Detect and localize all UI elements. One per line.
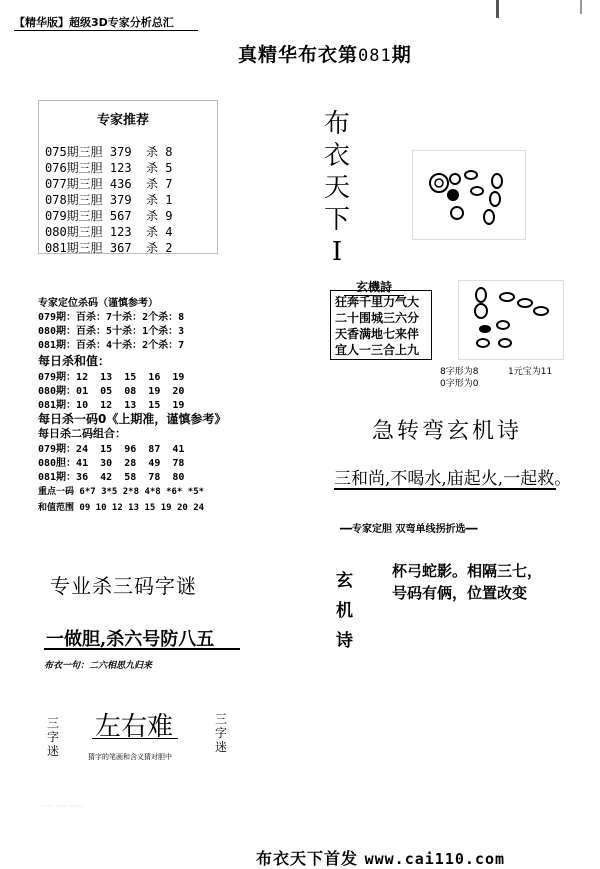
poem-note: 0字形为0 bbox=[440, 379, 479, 389]
expert-row: 078期三胆 379 杀 1 bbox=[45, 193, 173, 207]
sum-row: 081期：10 12 13 15 19 bbox=[38, 400, 185, 411]
page-title bbox=[238, 40, 412, 67]
coin-shapes-icon bbox=[413, 151, 525, 239]
mystic-label bbox=[336, 566, 356, 656]
one-code-heading: 每日杀一码0《上期准，谨慎参考》 bbox=[38, 412, 227, 426]
kill3-heading: 专业杀三码字谜 bbox=[50, 574, 197, 598]
poem-line: 天香满地七来伴 bbox=[335, 327, 420, 341]
kill3-underline bbox=[44, 648, 240, 650]
title-suffix: 期 bbox=[391, 44, 412, 66]
position-row: 081期：百杀：4十杀：2个杀：7 bbox=[38, 340, 185, 351]
position-row: 080期：百杀：5十杀：1个杀：3 bbox=[38, 326, 185, 337]
expert-bar-text: 专家定胆 双弯单线拐折选 bbox=[352, 524, 466, 535]
sum-row: 079期：12 13 15 16 19 bbox=[38, 372, 185, 383]
range-row: 和值范围 09 10 12 13 15 19 20 24 bbox=[38, 503, 205, 513]
two-code-heading: 每日杀二码组合： bbox=[38, 427, 126, 440]
focus-row: 重点一码 6*7 3*5 2*8 4*8 *6* *5* bbox=[38, 487, 205, 497]
poem-box bbox=[330, 290, 432, 360]
coin-picture bbox=[412, 150, 526, 240]
faint-watermark: ····· ····· ····· bbox=[40, 802, 84, 811]
title-issue: 081 bbox=[358, 46, 392, 66]
riddle-left-label bbox=[46, 716, 60, 758]
riddle-underline bbox=[92, 738, 178, 739]
two-code-row: 079期：24 15 96 87 41 bbox=[38, 444, 185, 455]
expert-row: 079期三胆 567 杀 9 bbox=[45, 209, 173, 223]
position-row: 079期：百杀：7十杀：2个杀：8 bbox=[38, 312, 185, 323]
sum-row: 080期：01 05 08 19 20 bbox=[38, 386, 185, 397]
kill3-oneword: 布衣一句：二六相思九归来 bbox=[44, 661, 153, 671]
figure-shapes-icon bbox=[459, 281, 563, 359]
expert-row: 080期三胆 123 杀 4 bbox=[45, 225, 173, 239]
expert-row: 081期三胆 367 杀 2 bbox=[45, 241, 173, 255]
riddle-char: 字 bbox=[214, 726, 227, 740]
poem-note: 1元宝为11 bbox=[508, 367, 553, 377]
turn-underline bbox=[334, 488, 556, 490]
turn-heading: 急转弯玄机诗 bbox=[372, 419, 523, 444]
poem-line: 二十围城三六分 bbox=[335, 311, 420, 325]
two-code-row: 081期：36 42 58 78 80 bbox=[38, 472, 185, 483]
footer bbox=[256, 846, 505, 869]
footer-brand: 布衣天下首发 bbox=[256, 849, 359, 868]
riddle-char: 三 bbox=[214, 712, 227, 726]
mystic-line: 号码有俩，位置改变 bbox=[392, 584, 528, 602]
riddle-hint: 猜字的笔画和含义猜对胆中 bbox=[88, 753, 172, 761]
riddle-char: 三 bbox=[46, 716, 59, 730]
position-heading: 专家定位杀码（谨慎参考） bbox=[38, 298, 158, 309]
riddle-char: 迷 bbox=[46, 744, 59, 758]
mystic-char: 诗 bbox=[336, 631, 353, 651]
page-header: 【精华版】超级3D专家分析总汇 bbox=[14, 16, 174, 29]
buyi-char: 衣 bbox=[323, 141, 350, 171]
riddle-char: 字 bbox=[46, 730, 59, 744]
riddle-right-label bbox=[214, 712, 228, 754]
header-underline bbox=[14, 30, 198, 31]
buyi-char: 天 bbox=[323, 173, 350, 203]
poem-line: 宜人一三合上九 bbox=[335, 343, 420, 357]
expert-row: 075期三胆 379 杀 8 bbox=[45, 145, 173, 159]
mystic-line: 杯弓蛇影。相隔三七， bbox=[392, 562, 543, 580]
scan-mark bbox=[580, 0, 582, 14]
two-code-row: 080胆：41 30 28 49 78 bbox=[38, 458, 185, 469]
buyi-char: I bbox=[331, 237, 343, 267]
mystic-char: 玄 bbox=[336, 571, 353, 591]
riddle-big: 左右难 bbox=[95, 712, 174, 742]
scan-mark bbox=[496, 0, 499, 18]
mystic-poem bbox=[392, 560, 542, 604]
poem-line: 狂奔千里力气大 bbox=[335, 295, 420, 309]
poem-note: 8字形为8 bbox=[440, 367, 479, 377]
expert-row: 077期三胆 436 杀 7 bbox=[45, 177, 173, 191]
expert-row: 076期三胆 123 杀 5 bbox=[45, 161, 173, 175]
expert-bar: ━━专家定胆 双弯单线拐折选━━ bbox=[340, 524, 478, 535]
sum-heading: 每日杀和值： bbox=[38, 354, 111, 368]
riddle-char: 迷 bbox=[214, 740, 227, 754]
figure-picture bbox=[458, 280, 564, 360]
title-main: 真精华布衣第 bbox=[238, 44, 359, 66]
poem-title: 玄機詩 bbox=[344, 278, 404, 296]
turn-line: 三和尚,不喝水,庙起火,一起救。 bbox=[334, 469, 572, 489]
expert-heading: 专家推荐 bbox=[97, 113, 150, 128]
kill3-guess: 一做胆,杀六号防八五 bbox=[46, 629, 215, 650]
buyi-char: 布 bbox=[323, 109, 350, 139]
footer-url[interactable]: www.cai110.com bbox=[364, 850, 506, 868]
buyi-vertical bbox=[322, 108, 352, 268]
buyi-char: 下 bbox=[323, 205, 350, 235]
mystic-char: 机 bbox=[336, 601, 353, 621]
expert-recommend-box bbox=[38, 100, 218, 254]
